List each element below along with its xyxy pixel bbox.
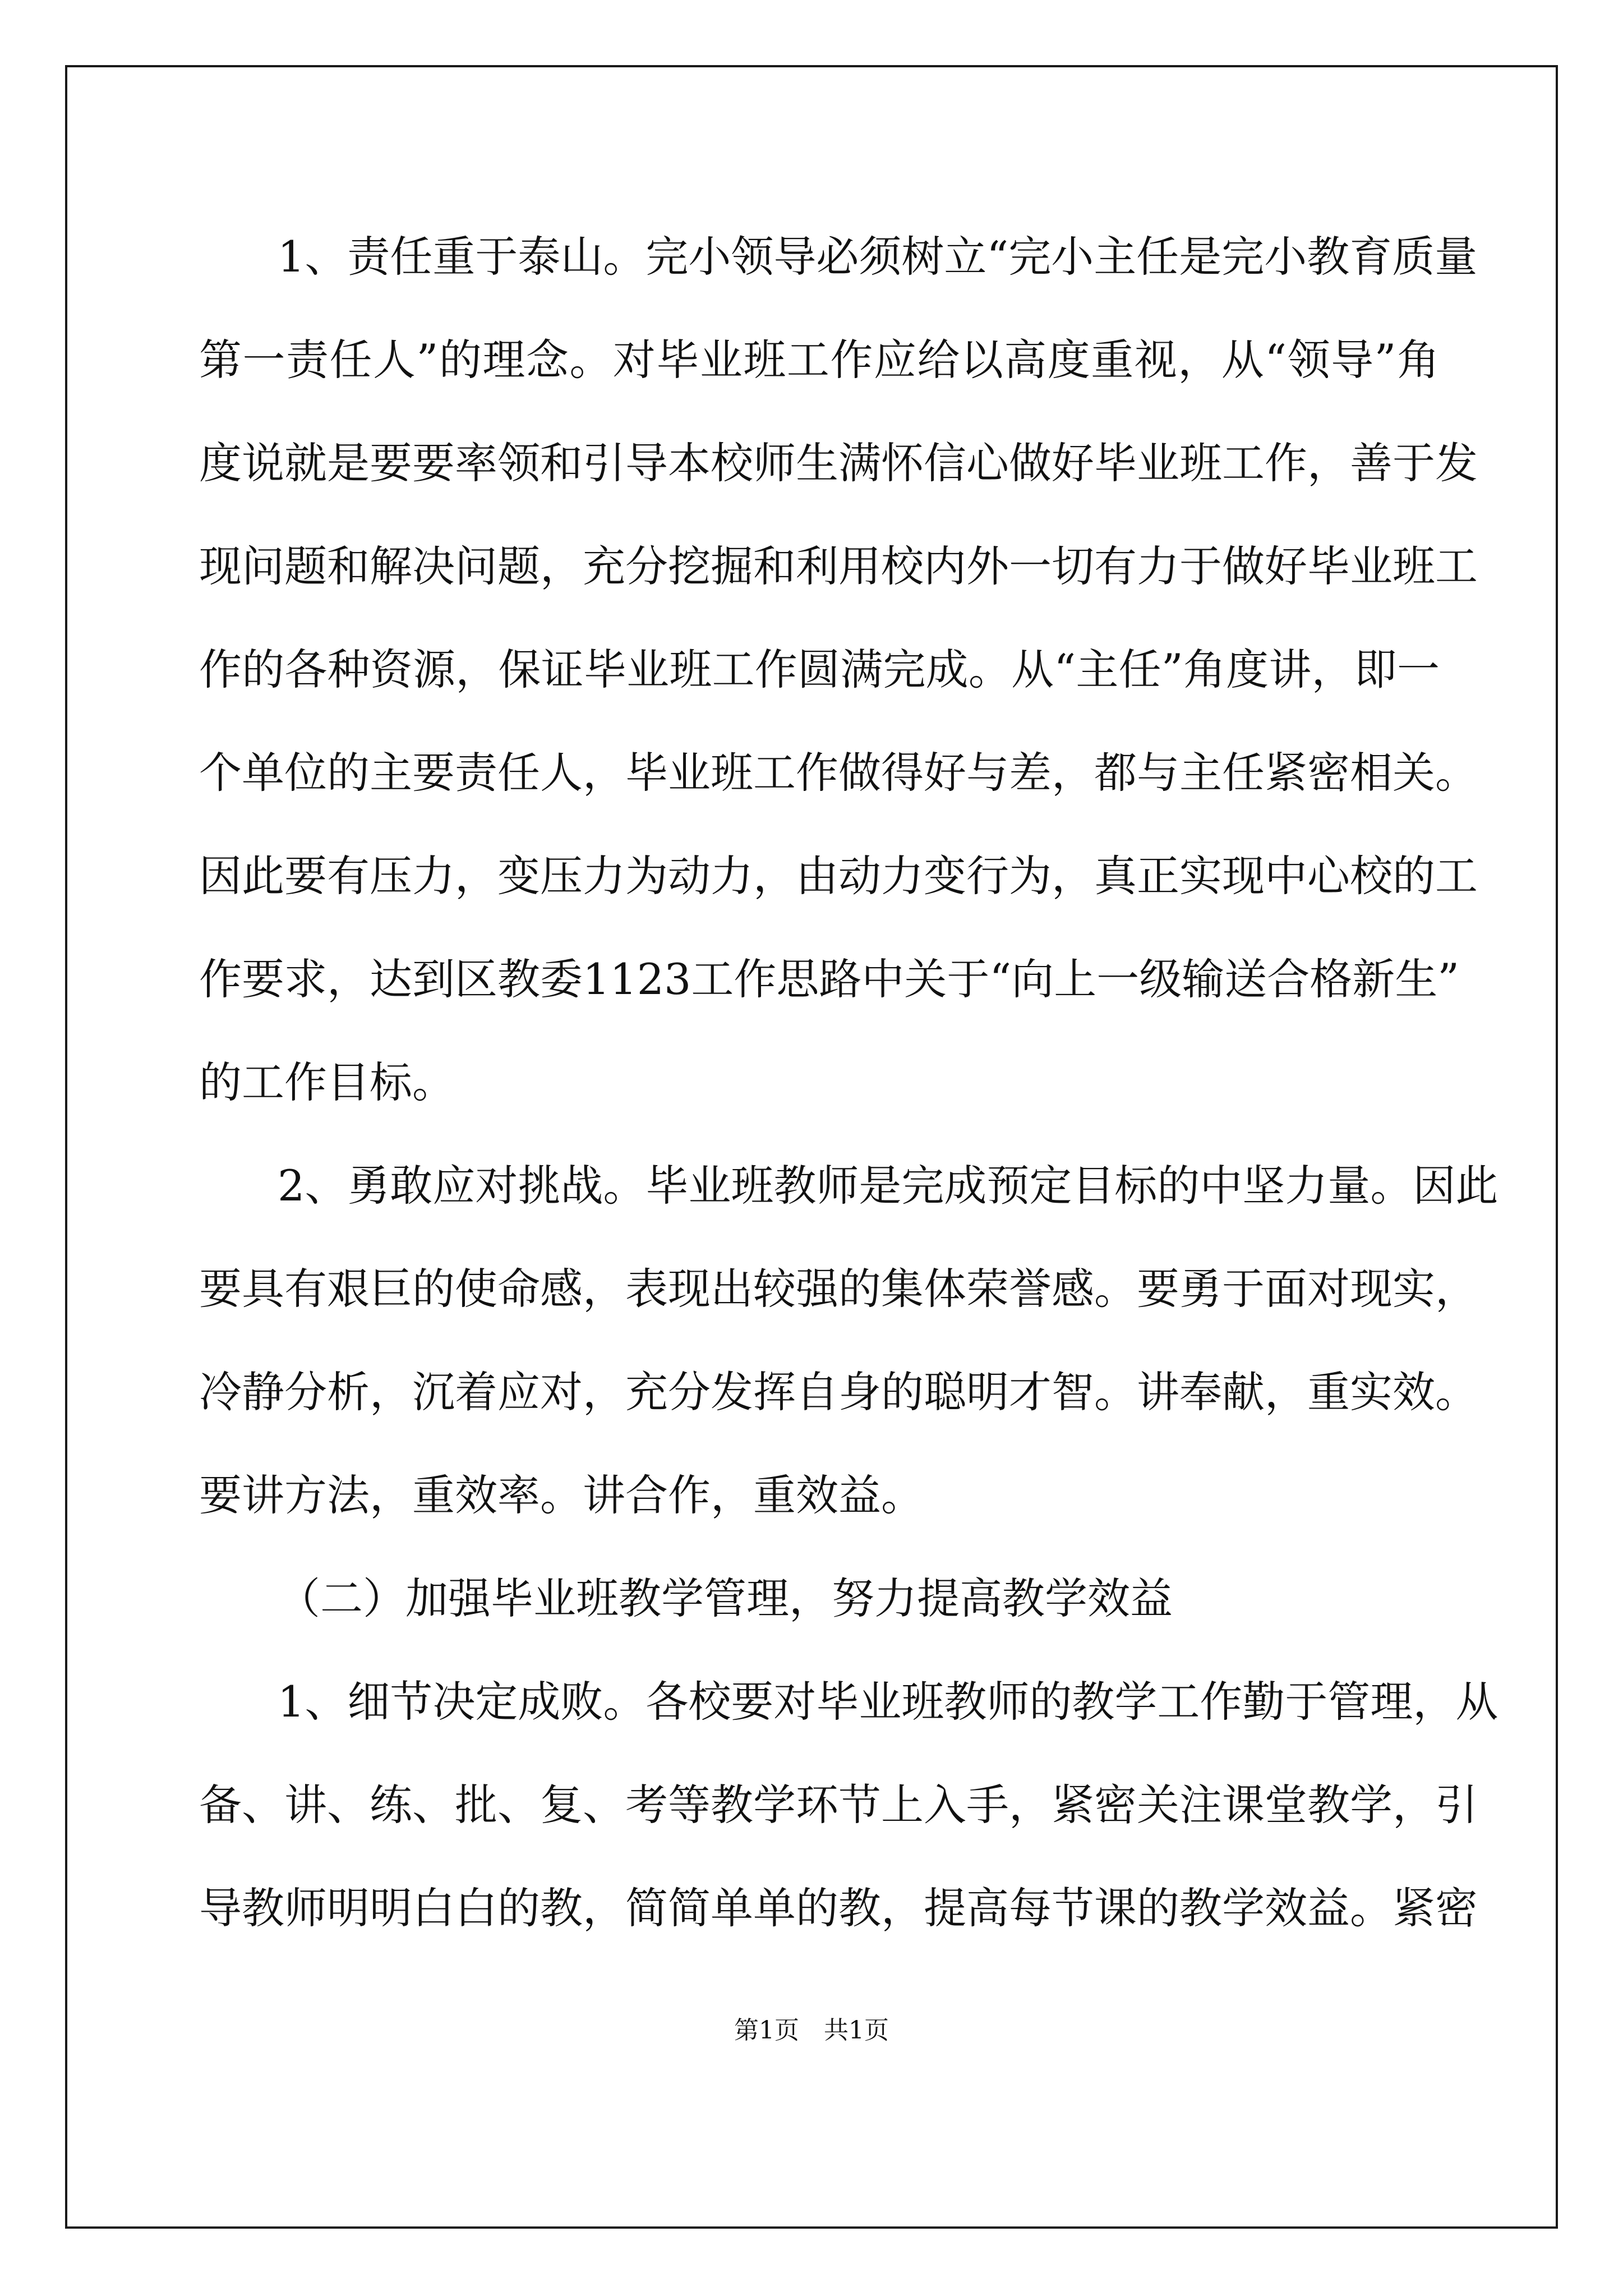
section-heading: （二）加强毕业班教学管理，努力提高教学效益 — [278, 1573, 1173, 1623]
paragraph-2-line-4: 要讲方法，重效率。讲合作，重效益。 — [199, 1470, 924, 1520]
paragraph-1-line-4: 现问题和解决问题，充分挖掘和利用校内外一切有力于做好毕业班工 — [199, 541, 1478, 591]
page-number-footer: 第1页 共1页 — [734, 2016, 889, 2045]
paragraph-1-line-1: 1、责任重于泰山。完小领导必须树立“完小主任是完小教育质量 — [278, 232, 1478, 282]
paragraph-2-line-3: 冷静分析，沉着应对，充分发挥自身的聪明才智。讲奉献，重实效。 — [199, 1367, 1478, 1417]
paragraph-1-line-3: 度说就是要要率领和引导本校师生满怀信心做好毕业班工作，善于发 — [199, 438, 1478, 488]
paragraph-1-line-2: 第一责任人”的理念。对毕业班工作应给以高度重视，从“领导”角 — [199, 335, 1440, 385]
paragraph-1-line-8: 作要求，达到区教委1123工作思路中关于“向上一级输送合格新生” — [199, 954, 1460, 1004]
paragraph-1-line-7: 因此要有压力，变压力为动力，由动力变行为，真正实现中心校的工 — [199, 851, 1478, 901]
paragraph-1-line-5: 作的各种资源，保证毕业班工作圆满完成。从“主任”角度讲，即一 — [199, 645, 1440, 694]
paragraph-3-line-3: 导教师明明白白的教，简简单单的教，提高每节课的教学效益。紧密 — [199, 1883, 1478, 1933]
paragraph-2-line-1: 2、勇敢应对挑战。毕业班教师是完成预定目标的中坚力量。因此 — [278, 1161, 1498, 1211]
paragraph-2-line-2: 要具有艰巨的使命感，表现出较强的集体荣誉感。要勇于面对现实， — [199, 1264, 1478, 1314]
paragraph-3-line-1: 1、细节决定成败。各校要对毕业班教师的教学工作勤于管理，从 — [278, 1677, 1498, 1727]
paragraph-1-line-6: 个单位的主要责任人，毕业班工作做得好与差，都与主任紧密相关。 — [199, 748, 1478, 798]
document-body — [199, 205, 1498, 1960]
paragraph-3-line-2: 备、讲、练、批、复、考等教学环节上入手，紧密关注课堂教学，引 — [199, 1780, 1478, 1830]
paragraph-1-line-9: 的工作目标。 — [199, 1057, 455, 1107]
